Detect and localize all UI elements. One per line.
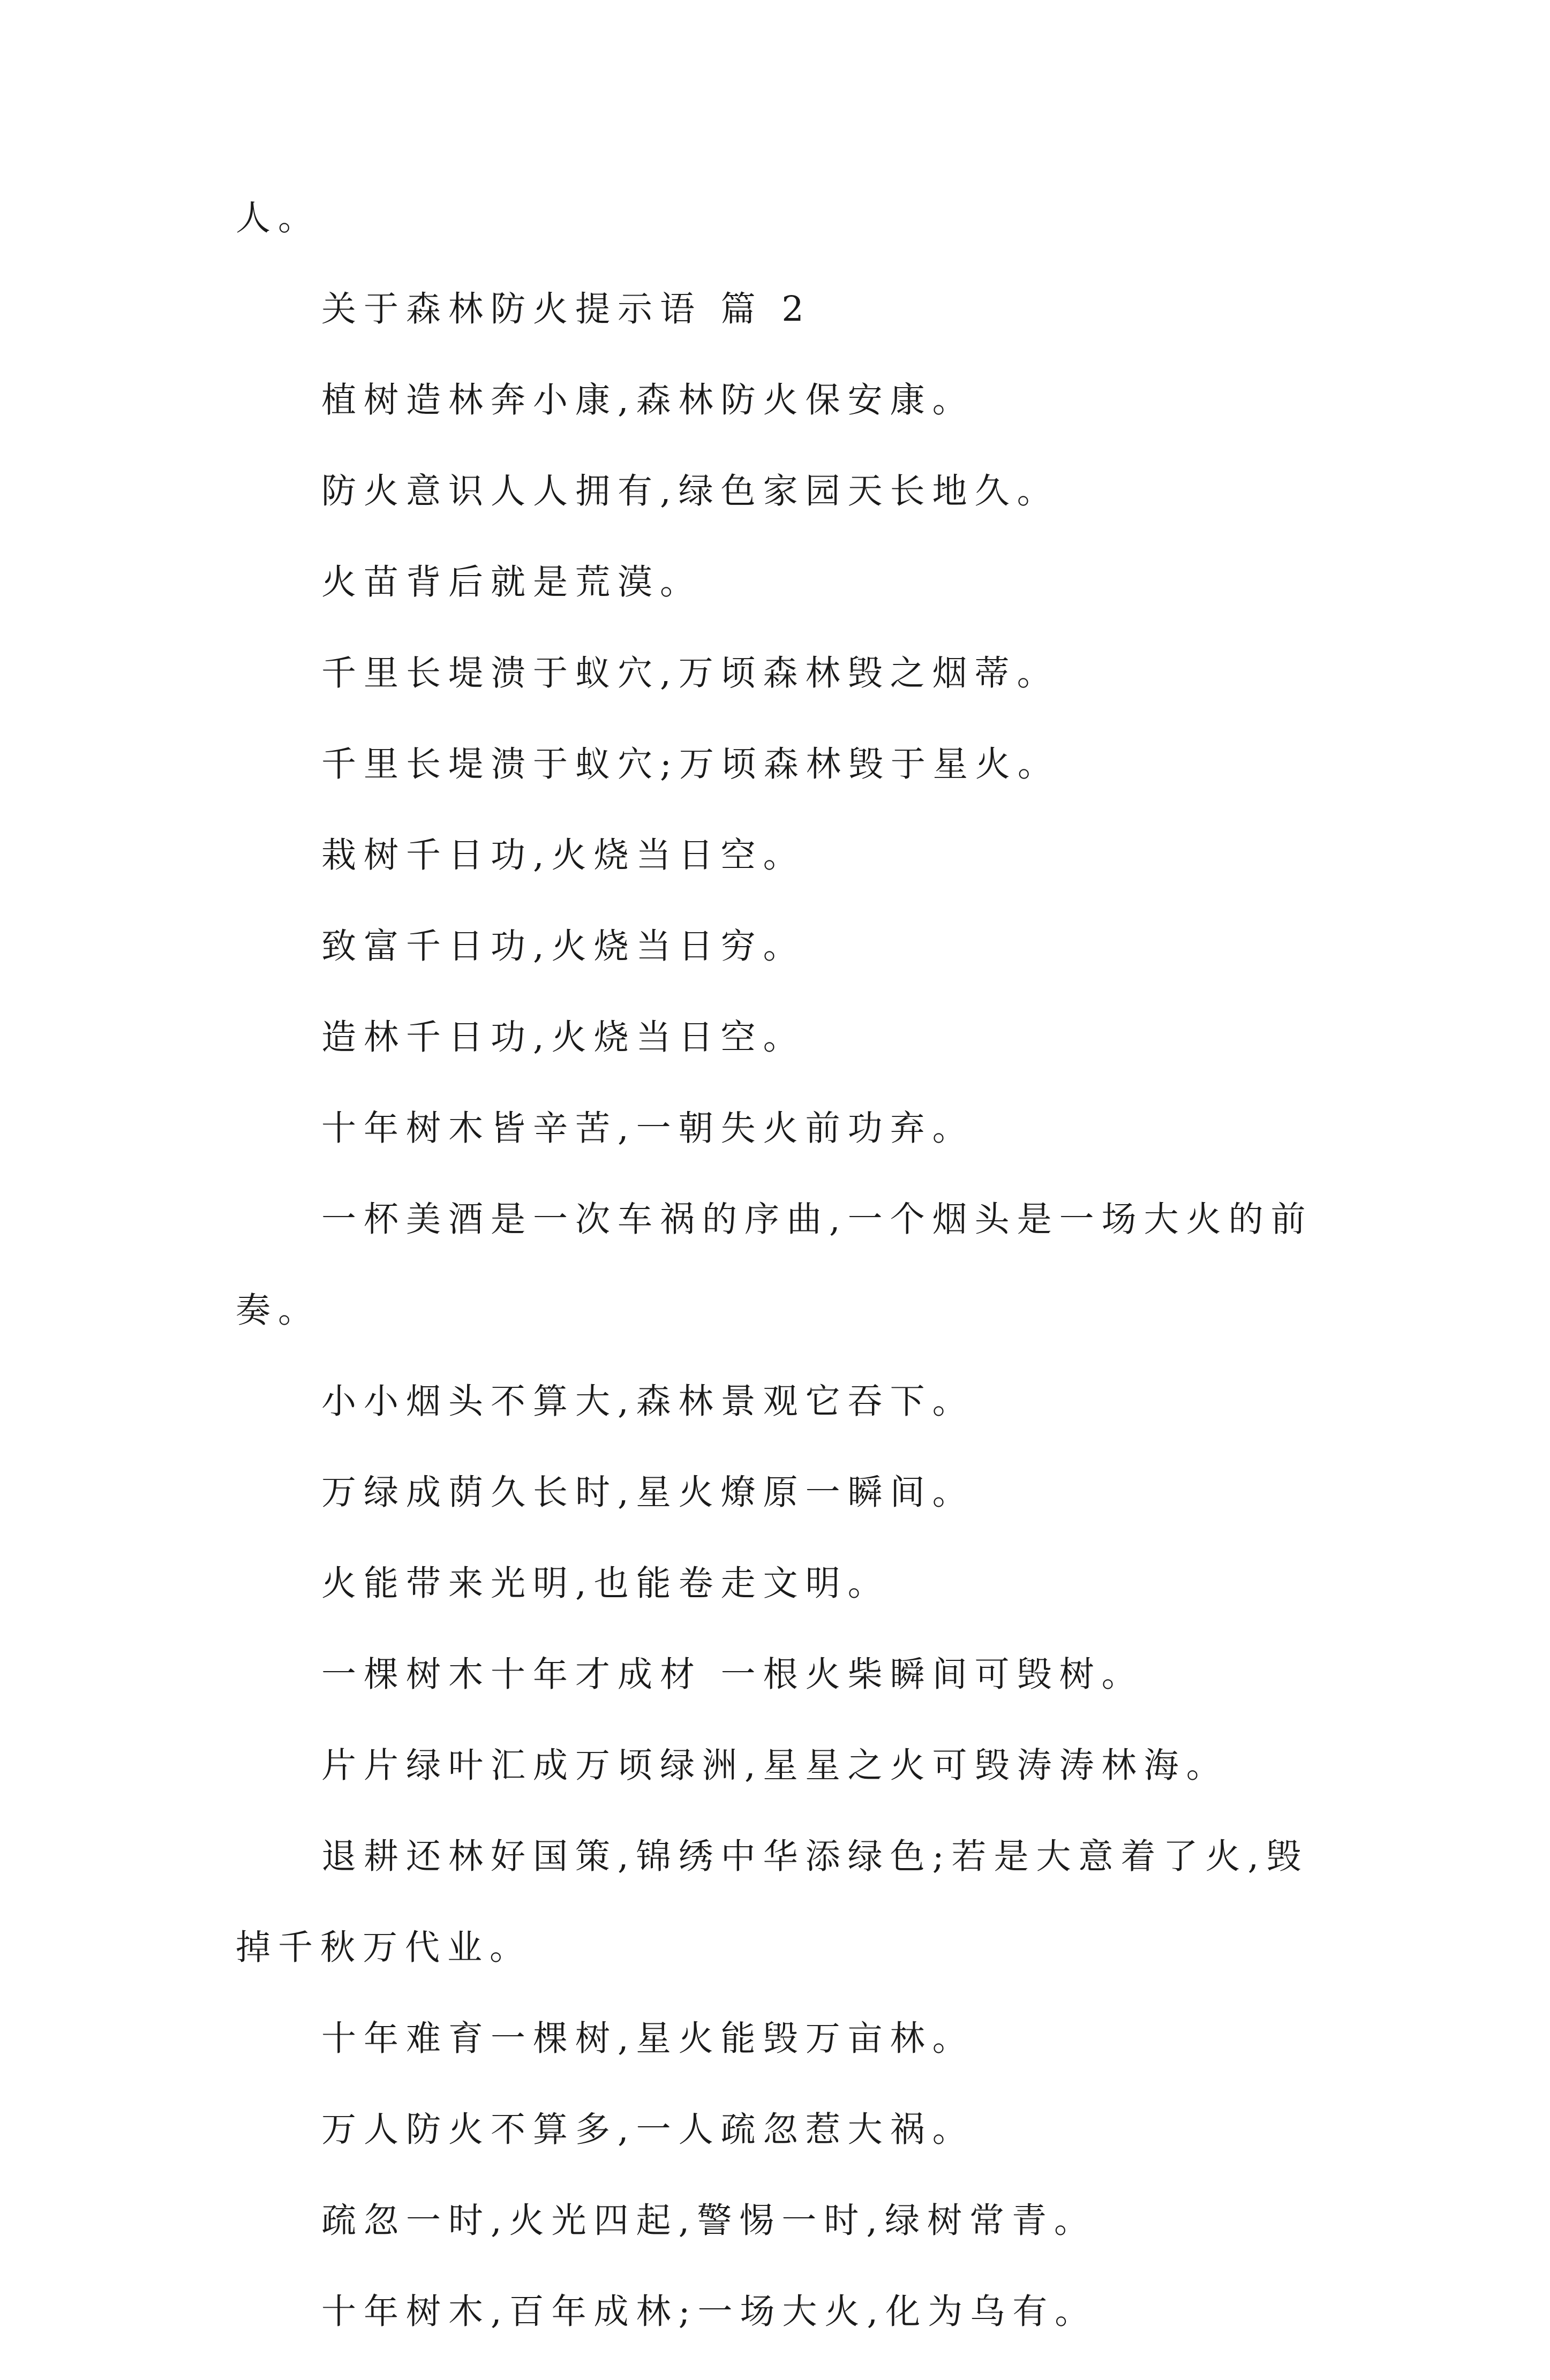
paragraph — [236, 1015, 1334, 1060]
paragraph-line: 火能带来光明,也能卷走文明。 — [321, 1563, 890, 1604]
paragraph-line: 万绿成荫久长时,星火燎原一瞬间。 — [321, 1472, 975, 1513]
paragraph — [236, 1561, 1334, 1606]
paragraph-line: 火苗背后就是荒漠。 — [321, 562, 703, 602]
paragraph-line: 栽树千日功,火烧当日空。 — [321, 835, 806, 875]
paragraph — [236, 560, 1334, 605]
paragraph-line: 防火意识人人拥有,绿色家园天长地久。 — [321, 471, 1059, 511]
paragraph — [236, 742, 1334, 787]
paragraph — [236, 1106, 1334, 1151]
paragraph-line: 奏。 — [236, 1290, 321, 1331]
paragraph-line: 一杯美酒是一次车祸的序曲,一个烟头是一场大火的前 — [321, 1199, 1313, 1240]
paragraph-line: 植树造林奔小康,森林防火保安康。 — [321, 380, 975, 420]
paragraph-line: 一棵树木十年才成材 一根火柴瞬间可毁树。 — [321, 1654, 1144, 1695]
paragraph — [236, 651, 1334, 696]
paragraph — [236, 833, 1334, 878]
paragraph — [236, 2016, 1334, 2061]
paragraph — [236, 469, 1334, 514]
paragraph — [236, 1743, 1334, 1788]
paragraph-line: 十年难育一棵树,星火能毁万亩林。 — [321, 2019, 975, 2059]
paragraph — [236, 2289, 1334, 2334]
paragraph — [236, 1652, 1334, 1697]
paragraph-line: 疏忽一时,火光四起,警惕一时,绿树常青。 — [321, 2201, 1096, 2241]
paragraph — [236, 2107, 1334, 2152]
paragraph — [236, 195, 1334, 241]
paragraph — [236, 2198, 1334, 2243]
paragraph — [236, 924, 1334, 969]
paragraph — [236, 1834, 1334, 1970]
paragraph-line: 千里长堤溃于蚁穴;万顷森林毁于星火。 — [321, 744, 1060, 784]
paragraph — [236, 1197, 1334, 1333]
paragraph-line: 小小烟头不算大,森林景观它吞下。 — [321, 1381, 975, 1422]
paragraph-line: 造林千日功,火烧当日空。 — [321, 1017, 806, 1057]
paragraph — [236, 1470, 1334, 1515]
paragraph-line: 关于森林防火提示语 篇 2 — [321, 289, 811, 329]
document-body — [236, 195, 1334, 2380]
paragraph-line: 十年树木,百年成林;一场大火,化为乌有。 — [321, 2292, 1097, 2332]
paragraph-line: 万人防火不算多,一人疏忽惹大祸。 — [321, 2110, 975, 2150]
section-heading — [236, 286, 1334, 332]
paragraph-line: 千里长堤溃于蚁穴,万顷森林毁之烟蒂。 — [321, 653, 1059, 693]
paragraph — [236, 1379, 1334, 1424]
paragraph-line: 人。 — [236, 198, 321, 238]
paragraph-line: 退耕还林好国策,锦绣中华添绿色;若是大意着了火,毁 — [321, 1837, 1309, 1877]
paragraph-line: 片片绿叶汇成万顷绿洲,星星之火可毁涛涛林海。 — [321, 1746, 1229, 1786]
paragraph-line: 掉千秋万代业。 — [236, 1928, 532, 1968]
paragraph-line: 致富千日功,火烧当日穷。 — [321, 926, 806, 966]
paragraph-line: 十年树木皆辛苦,一朝失火前功弃。 — [321, 1108, 975, 1149]
paragraph — [236, 377, 1334, 423]
